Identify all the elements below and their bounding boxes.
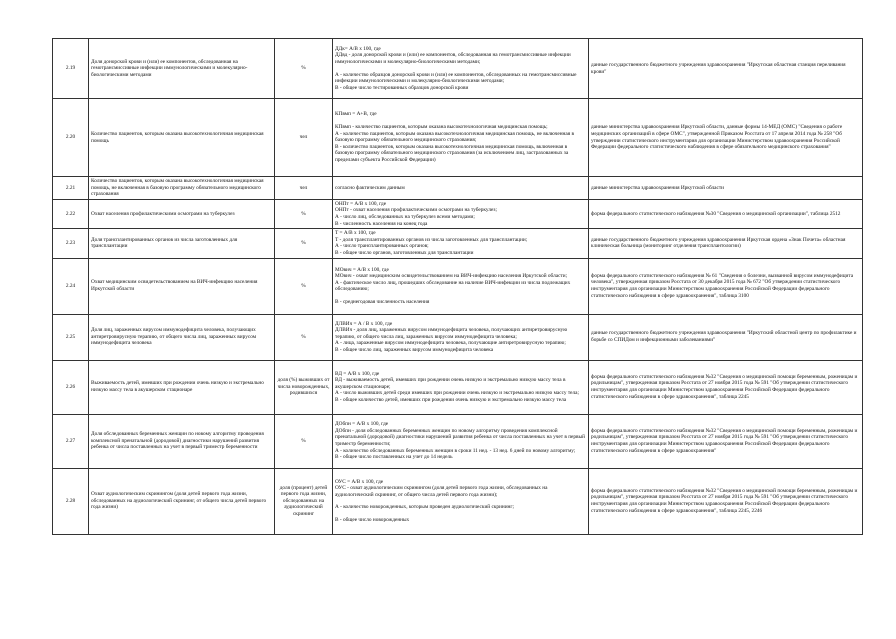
- table-row: [53, 314, 863, 360]
- formula-line: согласно фактическим данным: [335, 184, 405, 191]
- table-body: [53, 39, 863, 535]
- indicator-name: Доля обследованных беременных женщин по новому алгоритму проведения комплексной пренатальной (дородовой) диагностики нарушений развития ребенка от числа поставленных на учет в первый триместр беременности: [89, 414, 275, 468]
- formula-line: А - фактическое число лиц, прошедших обследование на наличие ВИЧ-инфекции из числа подлежащих обследованию;: [335, 279, 571, 293]
- formula-line: ДЛВИч = А / В х 100, где: [335, 320, 393, 327]
- formula-line: В - общее число органов, заготовленных для трансплантации: [335, 249, 474, 256]
- row-number: 2.21: [53, 177, 89, 200]
- formula-line: А - число лиц, обследованных на туберкулез всеми методами;: [335, 213, 475, 220]
- indicator-name: Охват медицинским освидетельствованием на ВИЧ-инфекцию населения Иркутской области: [89, 258, 275, 314]
- formula-line: А - количество образцов донорской крови и (или) ее компонентов, обследованных на гемотрансмиссивные инфекции иммунологическими и молекулярно-биологическими методами;: [335, 71, 577, 85]
- row-number: 2.28: [53, 468, 89, 534]
- table-row: [53, 39, 863, 99]
- formula-line: КПвмп = А+В, где: [335, 111, 377, 118]
- formula-line: А - лица, зараженные вирусом иммунодефицита человека, получающие антиретровирусную терапию;: [335, 340, 566, 347]
- formula-line: В - общее число новорожденных: [335, 516, 410, 523]
- data-source: данные государственного бюджетного учреждения здравоохранения "Иркутский областной центр по профилактике и борьбе со СПИДом и инфекционными заболеваниями": [589, 314, 863, 360]
- calculation-formula: [333, 258, 589, 314]
- row-number: 2.27: [53, 414, 89, 468]
- data-source: данные министерства здравоохранения Иркутской области: [589, 177, 863, 200]
- formula-line: В - общее число поставленных на учет до 14 недель: [335, 454, 453, 461]
- formula-line: В - общее число тестированных образцов донорской крови: [335, 84, 469, 91]
- unit-of-measure: чел: [275, 177, 333, 200]
- calculation-formula: [333, 99, 589, 177]
- table-row: [53, 360, 863, 414]
- formula-line: ДОбпн - доля обследованных беременных женщин по новому алгоритму проведения комплексной пренатальной (дородовой) диагностики нарушений развития ребенка от числа поставленных на учет в первый триместр беременности;: [335, 427, 585, 448]
- unit-of-measure: %: [275, 258, 333, 314]
- unit-of-measure: доля (процент) детей первого года жизни, обследованных на аудиологический скрининг: [275, 468, 333, 534]
- formula-line: ДОбпн = А/В х 100, где: [335, 421, 389, 428]
- formula-line: ВД - выживаемость детей, имевших при рождении очень низкую и экстремально низкую массу тела в акушерском стационаре;: [335, 377, 566, 390]
- row-number: 2.20: [53, 99, 89, 177]
- unit-of-measure: %: [275, 314, 333, 360]
- data-source: данные государственного бюджетного учреждения здравоохранения "Иркутская областная станция переливания крови": [589, 39, 863, 99]
- formula-line: В - общее число лиц, зараженных вирусом иммунодефицита человека: [335, 346, 494, 353]
- data-source: форма федерального статистического наблюдения №32 "Сведения о медицинской помощи беременным, роженицам и родильницам", утвержденная приказом Росстата от 27 ноября 2015 года № 591 "Об утверждении статистического инструментария для организации Министерством здравоохранения Российской Федерации федерального статистического наблюдения в сфере здравоохранения": [589, 414, 863, 468]
- formula-line: Т = А/В х 100, где: [335, 230, 376, 237]
- table-row: [53, 258, 863, 314]
- formula-line: А - количество обследованных беременных женщин в сроки 11 нед. - 13 нед. 6 дней по новому алгоритму;: [335, 447, 576, 454]
- calculation-formula: [333, 414, 589, 468]
- formula-line: А - число трансплантированных органов;: [335, 243, 429, 250]
- unit-of-measure: чел: [275, 99, 333, 177]
- table-row: [53, 177, 863, 200]
- indicator-name: Охват населения профилактическими осмотрами на туберкулез: [89, 199, 275, 228]
- formula-line: Т - доля трансплантированных органов из числа заготовленных для трансплантации;: [335, 236, 528, 243]
- calculation-formula: [333, 177, 589, 200]
- indicator-name: Выживаемость детей, имевших при рождении очень низкую и экстремально низкую массу тела в акушерском стационаре: [89, 360, 275, 414]
- unit-of-measure: доля (%) выживших от числа новорожденных, родившихся: [275, 360, 333, 414]
- formula-line: ВД = А/В х 100, где: [335, 370, 380, 377]
- formula-line: А - количество новорожденных, которым проведен аудиологический скрининг;: [335, 504, 515, 511]
- formula-line: ДЛВИч - доля лиц, зараженных вирусом иммунодефицита человека, получающих антиретровирусную терапию, от общего числа лиц, зараженных вирусом иммунодефицита человека;: [335, 327, 568, 340]
- indicator-name: Доля донорской крови и (или) ее компонентов, обследованная на гемотрансмиссивные инфекции иммунологическими и молекулярно-биологическими методами: [89, 39, 275, 99]
- indicators-table: [52, 38, 863, 535]
- row-number: 2.23: [53, 229, 89, 258]
- formula-line: ОУС = А/В х 100, где: [335, 478, 384, 485]
- calculation-formula: [333, 229, 589, 258]
- unit-of-measure: %: [275, 39, 333, 99]
- formula-line: В - среднегодовая численность населения: [335, 298, 430, 305]
- formula-line: В - количество пациентов, которым оказана высокотехнологичная медицинская помощь, включенная в базовую программу обязательного медицинского страхования (за исключением лиц, застрахованных за пределами субъекта Российской Федерации): [335, 143, 569, 163]
- row-number: 2.24: [53, 258, 89, 314]
- table-row: [53, 468, 863, 534]
- data-source: форма федерального статистического наблюдения №32 "Сведения о медицинской помощи беременным, роженицам и родильницам", утвержденная приказом Росстата от 27 ноября 2015 года № 591 "Об утверждении статистического инструментария для организации Министерством здравоохранения Российской Федерации федерального статистического наблюдения в сфере здравоохранения", таблица 2245, 2246: [589, 468, 863, 534]
- indicator-name: Охват аудиологическим скринингом (доля детей первого года жизни, обследованных на аудиологический скрининг, от общего числа детей первого года жизни): [89, 468, 275, 534]
- table-row: [53, 229, 863, 258]
- formula-line: ДДк= А/В х 100, где: [335, 45, 381, 52]
- calculation-formula: [333, 468, 589, 534]
- row-number: 2.25: [53, 314, 89, 360]
- indicator-name: Количество пациентов, которым оказана высокотехнологичная медицинская помощь, не включенная в базовую программу обязательного медицинского страхования: [89, 177, 275, 200]
- formula-line: КПвмп - количество пациентов, которым оказана высокотехнологичная медицинская помощь;: [335, 124, 548, 131]
- row-number: 2.19: [53, 39, 89, 99]
- formula-line: В - общее количество детей, имевших при рождении очень низкую и экстремально низкую массу тела: [335, 396, 567, 403]
- formula-line: ОНПт - охват населения профилактическими осмотрами на туберкулез;: [335, 207, 497, 214]
- calculation-formula: [333, 360, 589, 414]
- row-number: 2.26: [53, 360, 89, 414]
- table-row: [53, 199, 863, 228]
- unit-of-measure: %: [275, 229, 333, 258]
- indicator-name: Доля трансплантированных органов из числа заготовленных для трансплантации: [89, 229, 275, 258]
- data-source: форма федерального статистического наблюдения №30 "Сведения о медицинской организации", таблица 2512: [589, 199, 863, 228]
- data-source: данные государственного бюджетного учреждения здравоохранения Иркутская ордена «Знак Почета» областная клиническая больница (мониторинг отделения трансплантологии): [589, 229, 863, 258]
- table-row: [53, 414, 863, 468]
- calculation-formula: [333, 39, 589, 99]
- data-source: форма федерального статистического наблюдения №32 "Сведения о медицинской помощи беременным, роженицам и родильницам", утвержденная приказом Росстата от 27 ноября 2015 года № 591 "Об утверждении статистического инструментария для организации Министерством здравоохранения Российской Федерации федерального статистического наблюдения в сфере здравоохранения", таблица 2245: [589, 360, 863, 414]
- indicator-name: Доля лиц, зараженных вирусом иммунодефицита человека, получающих антиретровирусную терапию, от общего числа лиц, зараженных вирусом иммунодефицита человека: [89, 314, 275, 360]
- unit-of-measure: %: [275, 414, 333, 468]
- formula-line: ОНПт = А/В х 100, где: [335, 200, 387, 207]
- row-number: 2.22: [53, 199, 89, 228]
- unit-of-measure: %: [275, 199, 333, 228]
- indicator-name: Количество пациентов, которым оказана высокотехнологичная медицинская помощь: [89, 99, 275, 177]
- formula-line: А - количество пациентов, которым оказана высокотехнологичная медицинская помощь, не включенная в базовую программу обязательного медицинского страхования;: [335, 130, 574, 144]
- formula-line: В - численность населения на конец года: [335, 220, 428, 227]
- calculation-formula: [333, 199, 589, 228]
- table-row: [53, 99, 863, 177]
- formula-line: ОУС - охват аудиологическим скринингом (доля детей первого года жизни, обследованных на аудиологический скрининг, от общего числа детей первого года жизни);: [335, 485, 548, 498]
- data-source: данные министерства здравоохранения Иркутской области, данные формы 14-МЕД (ОМС) "Сведения о работе медицинских организаций в сфере ОМС", утвержденной Приказом Росстата от 17 апреля 2014 года № 258 "Об утверждении статистического инструментария для организации Министерством здравоохранения Российской Федерации федерального статистического наблюдения в сфере обязательного медицинского страхования": [589, 99, 863, 177]
- formula-line: МОвич = А/В х 100, где: [335, 266, 389, 273]
- formula-line: МОвич - охват медицинским освидетельствованием на ВИЧ-инфекцию населения Иркутской области;: [335, 273, 568, 280]
- calculation-formula: [333, 314, 589, 360]
- formula-line: ДДвд - доля донорской крови и (или) ее компонентов, обследованная на гемотрансмиссивные инфекции иммунологическими и молекулярно-биологическими методами;: [335, 52, 571, 65]
- formula-line: А - число выживших детей среди имевших при рождении очень низкую и экстремально низкую массу тела;: [335, 390, 579, 397]
- data-source: форма федерального статистического наблюдения № 61 "Сведения о болезни, вызванной вирусом иммунодефицита человека", утвержденная приказом Росстата от 30 декабря 2015 года № 672 "Об утверждении статистического инструментария для организации Министерством здравоохранения Российской Федерации федерального статистического наблюдения в сфере здравоохранения", таблица 3100: [589, 258, 863, 314]
